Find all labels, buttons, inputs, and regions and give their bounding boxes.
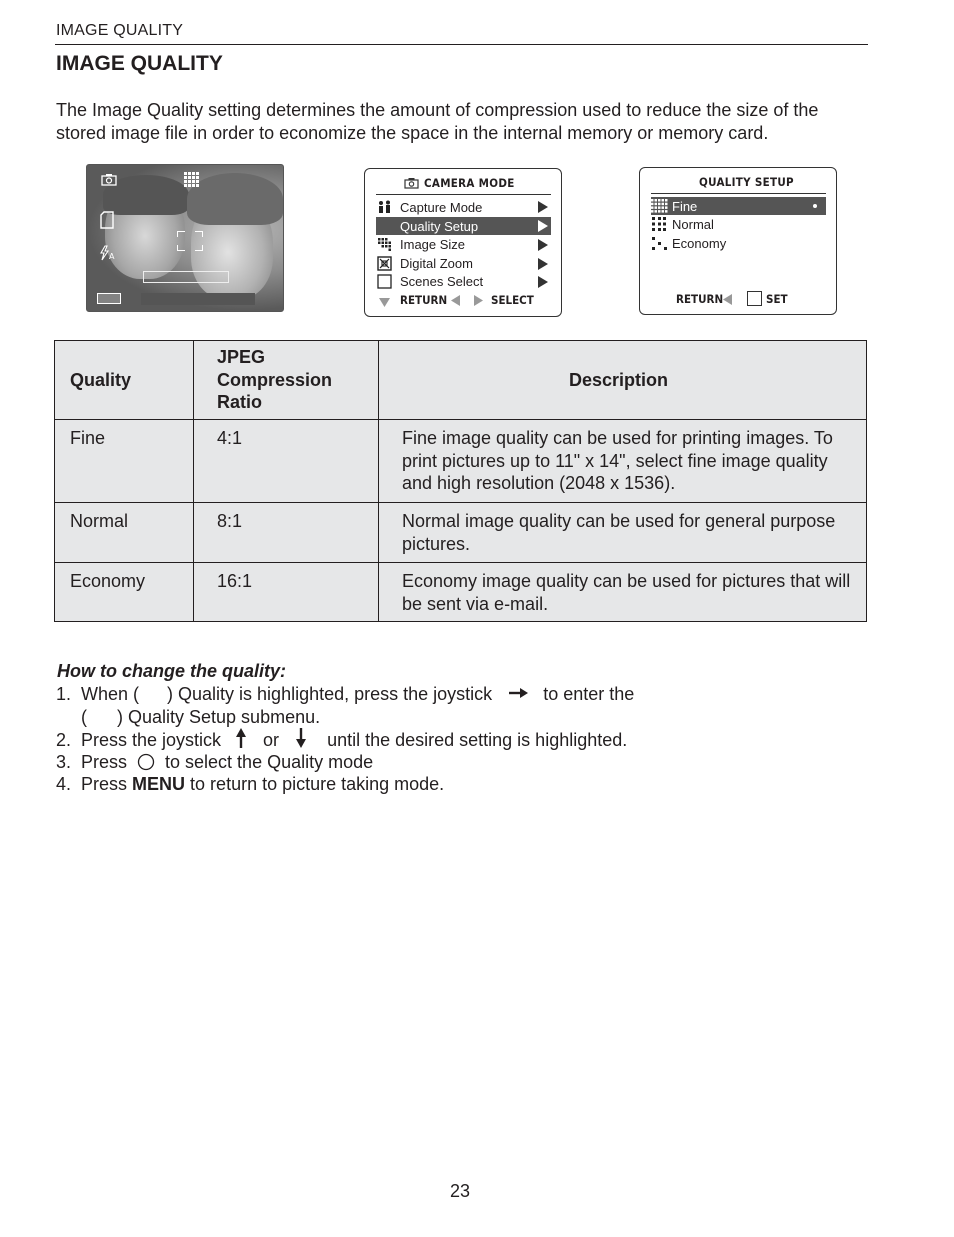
person-pair-icon [376,200,393,214]
menu-item-image-size[interactable] [376,235,551,253]
triangle-down-icon [379,295,390,310]
header-ratio-line3: Ratio [217,392,262,413]
header-compression-ratio [194,341,379,420]
focus-bracket-bl [177,245,185,251]
menu-item-label: Image Size [400,236,466,252]
step-4 [56,773,444,796]
cell-quality: Economy [55,563,194,622]
fine-grid-icon [651,199,668,213]
svg-text:A: A [109,252,115,261]
focus-bracket-tr [195,231,203,237]
quality-table [54,340,867,622]
menu-item-digital-zoom[interactable] [376,254,551,272]
camera-preview-screen [86,164,284,312]
cell-ratio: 4:1 [194,420,379,503]
step-text: Press the joystick [81,730,222,750]
arrow-down-icon [295,730,307,750]
menu-item-label: Digital Zoom [400,255,473,271]
step-1 [56,683,634,706]
triangle-left-icon [451,294,460,309]
step-number: 4. [56,774,72,794]
menu-item-label: Quality Setup [400,218,479,234]
return-label: RETURN [676,292,724,306]
header-quality: Quality [55,341,194,420]
step-2 [56,728,627,752]
step-text: When ( [81,684,140,704]
return-label: RETURN [400,293,448,307]
header-rule [55,44,868,45]
selected-dot-icon [813,204,817,208]
cell-ratio: 16:1 [194,563,379,622]
table-header-row [55,341,867,420]
intro-paragraph: The Image Quality setting determines the amount of compression used to reduce the size of the stored image file in order to economize the space in the internal memory or memory card. [56,100,819,143]
quality-option-label: Economy [672,235,727,251]
step-text: ) Quality is highlighted, press the joystick [167,684,493,704]
quality-option-normal[interactable] [651,215,826,233]
preview-photo-hair-2 [187,173,283,225]
howto-title: How to change the quality: [57,661,287,681]
page-title: IMAGE QUALITY [56,52,223,75]
step-text: Press [81,774,128,794]
menu-item-capture-mode[interactable] [376,198,551,216]
focus-bracket-br [195,245,203,251]
quality-option-label: Fine [672,198,698,214]
table-row [55,563,867,622]
quality-option-label: Normal [672,216,714,232]
menu-item-quality-setup[interactable] [376,217,551,235]
step-number: 3. [56,752,72,772]
header-description: Description [379,341,867,420]
step-text: ) Quality Setup submenu. [117,707,321,727]
step-text: until the desired setting is highlighted. [327,730,628,750]
set-label: SET [766,292,788,306]
cell-quality: Normal [55,503,194,563]
chevron-right-icon [538,276,548,288]
ok-button-icon [137,752,155,772]
menu-item-label: Scenes Select [400,273,484,289]
menu-item-label: Capture Mode [400,199,483,215]
step-3 [56,751,373,774]
memory-card-icon [100,211,114,231]
battery-icon [97,293,121,304]
normal-grid-icon [651,217,668,231]
step-text: to select the Quality mode [165,752,374,772]
table-row [55,420,867,503]
running-head: IMAGE QUALITY [56,22,184,39]
menu-divider [376,194,551,195]
chevron-right-icon [538,239,548,251]
triangle-right-icon [474,294,483,309]
menu-divider [651,193,826,194]
arrow-up-icon [235,730,247,750]
menu-item-scenes-select[interactable] [376,272,551,290]
focus-bracket-tl [177,231,185,237]
scene-icon [376,274,393,288]
economy-grid-icon [651,236,668,250]
camera-mode-header: CAMERA MODE [424,176,515,190]
step-number: 2. [56,730,72,750]
step-text: to return to picture taking mode. [190,774,445,794]
page-number: 23 [449,1181,471,1201]
cell-quality: Fine [55,420,194,503]
cell-ratio: 8:1 [194,503,379,563]
header-ratio-line1: JPEG [217,347,266,368]
cell-description: Economy image quality can be used for pictures that will be sent via e-mail. [379,563,867,622]
flash-auto-icon [99,245,117,263]
camera-icon [404,177,419,192]
fine-quality-icon [184,172,200,190]
step-number: 1. [56,684,72,704]
quality-setup-header: QUALITY SETUP [699,175,794,189]
cell-description: Normal image quality can be used for general purpose pictures. [379,503,867,563]
quality-option-economy[interactable] [651,234,826,252]
step-text: ( [81,707,87,727]
cell-description: Fine image quality can be used for printing images. To print pictures up to 11" x 14", select fine image quality and high resolution (2048 x 1536). [379,420,867,503]
arrow-right-icon [509,684,529,704]
zoom-bar [143,271,229,283]
select-label: SELECT [491,293,534,307]
menu-key-label: MENU [132,774,186,794]
chevron-right-icon [538,201,548,213]
step-text: or [263,730,280,750]
triangle-left-icon [723,293,732,308]
table-row [55,503,867,563]
set-button-icon [747,291,762,306]
status-bar [141,293,255,305]
header-ratio-line2: Compression [217,369,333,390]
chevron-right-icon [538,258,548,270]
zoom-icon [376,256,393,270]
quality-icon [376,219,393,233]
camera-icon [101,173,117,188]
step-text: Press [81,752,128,772]
camera-mode-menu [364,168,562,317]
image-size-icon [376,237,393,251]
step-text: to enter the [543,684,635,704]
step-1-continued [56,706,320,729]
quality-setup-menu [639,167,837,315]
quality-option-fine[interactable] [651,197,826,215]
chevron-right-icon [538,220,548,232]
